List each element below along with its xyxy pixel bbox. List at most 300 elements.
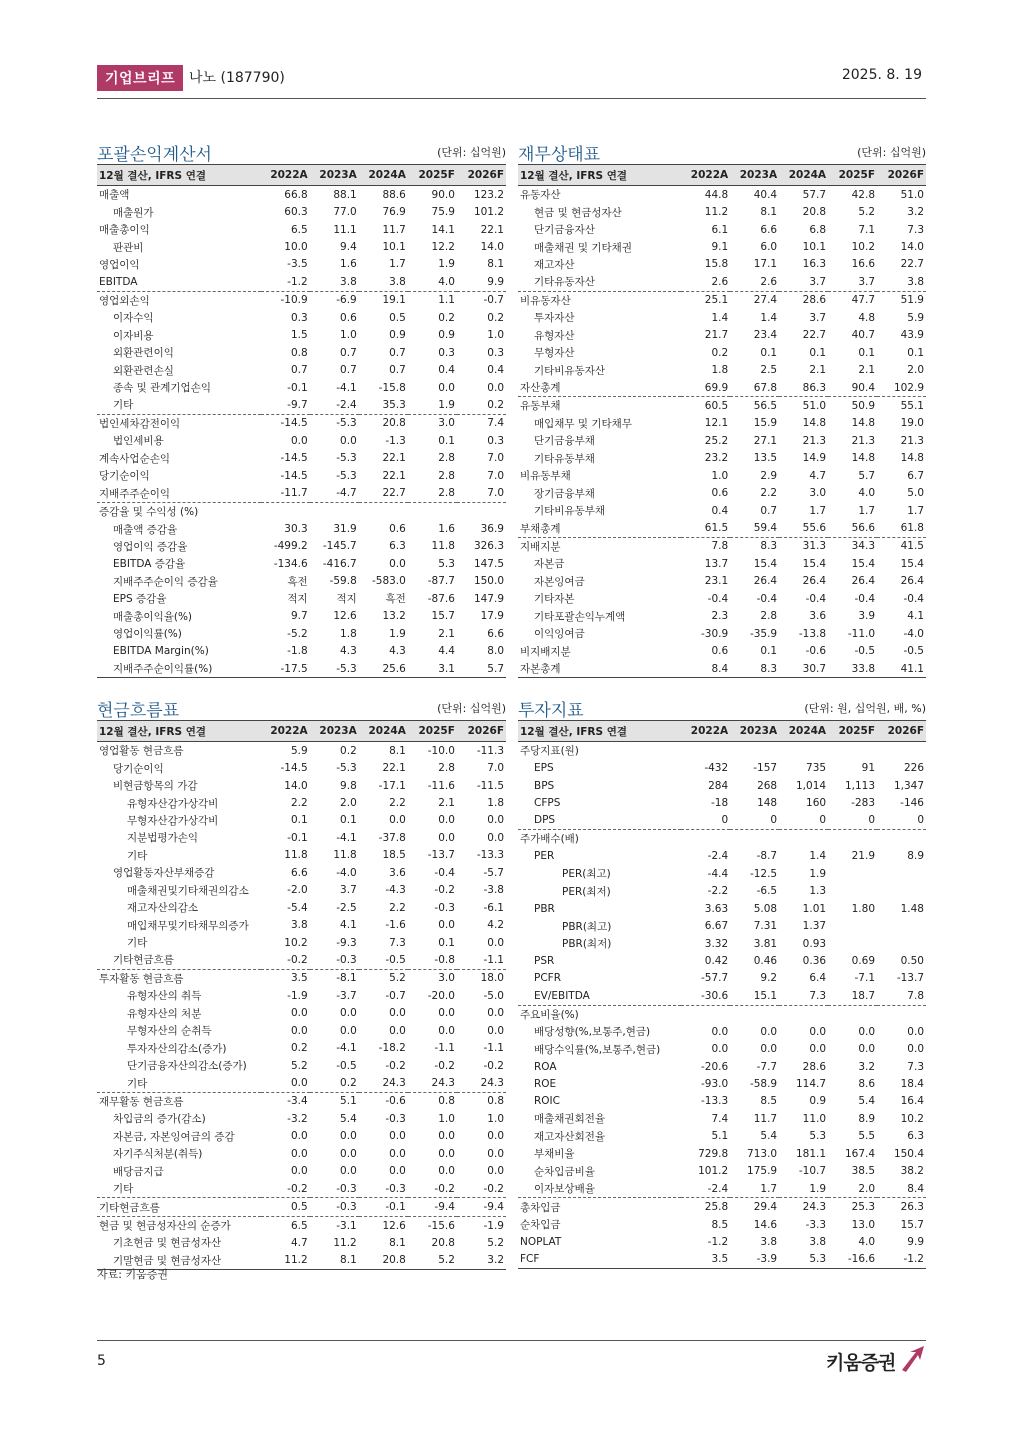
cell-value: 7.0 xyxy=(487,469,504,482)
table-row xyxy=(97,625,506,642)
cell-value: 8.1 xyxy=(389,744,406,757)
cell-value: -1.1 xyxy=(434,1042,455,1055)
cell-value: 3.8 xyxy=(310,273,359,291)
cell-value: 0.6 xyxy=(389,523,406,536)
cell-value: 0.2 xyxy=(340,744,357,757)
row-label: 매입채무 및 기타채무 xyxy=(534,417,632,430)
cell-value: 5.2 xyxy=(858,206,876,219)
cell-value xyxy=(877,830,926,848)
cell-value: 713.0 xyxy=(747,1147,778,1160)
cell-value: 0.3 xyxy=(487,434,504,447)
cell-value: -17.5 xyxy=(261,660,310,678)
row-label: 지배주주순이익률(%) xyxy=(97,660,261,678)
column-header-year: 2022A xyxy=(261,165,310,186)
row-label: 이익잉여금 xyxy=(534,628,585,641)
cell-value: 11.2 xyxy=(261,1252,310,1270)
cell-value: 0 xyxy=(828,812,877,830)
cell-value: 51.0 xyxy=(802,399,827,412)
cell-value: 1,347 xyxy=(893,779,924,792)
cell-value: 147.5 xyxy=(473,557,504,570)
row-label: ROE xyxy=(534,1078,557,1091)
cell-value: 20.8 xyxy=(359,1252,408,1270)
cell-value: 6.7 xyxy=(907,469,924,482)
cell-value: 0.46 xyxy=(753,954,778,967)
cell-value: 0.0 xyxy=(487,831,504,844)
cell-value: 90.0 xyxy=(431,188,455,201)
cell-value: 28.6 xyxy=(802,294,827,307)
cell-value: 0.0 xyxy=(340,1130,357,1143)
row-label: 영업이익 증감율 xyxy=(113,540,188,553)
cell-value: 14.8 xyxy=(802,417,827,430)
cell-value: -13.3 xyxy=(700,1095,729,1108)
cell-value: 2.8 xyxy=(408,484,457,502)
cell-value: 2.5 xyxy=(760,364,778,377)
cell-value: -4.7 xyxy=(310,484,359,502)
cell-value: 0.50 xyxy=(900,954,924,967)
income-statement-unit: (단위: 십억원) xyxy=(437,146,506,159)
table-row xyxy=(518,987,926,1005)
cell-value: -0.1 xyxy=(359,1198,408,1216)
report-type-badge: 기업브리프 xyxy=(97,65,183,91)
cell-value: 5.08 xyxy=(753,902,778,915)
cell-value xyxy=(779,742,828,760)
cell-value: -18 xyxy=(711,797,729,810)
table-row xyxy=(97,590,506,607)
cell-value: 11.7 xyxy=(382,223,406,236)
cell-value: 123.2 xyxy=(473,188,504,201)
table-row xyxy=(518,812,926,830)
cell-value xyxy=(359,502,408,520)
cell-value: 0.0 xyxy=(290,1024,308,1037)
cell-value: 51.9 xyxy=(900,294,924,307)
cell-value: 14.8 xyxy=(851,452,876,465)
table-row xyxy=(518,432,926,449)
table-row xyxy=(518,759,926,776)
cell-value: 15.9 xyxy=(753,417,778,430)
row-label: 재고자산회전율 xyxy=(534,1130,606,1143)
cell-value: -15.6 xyxy=(427,1219,455,1232)
table-row xyxy=(518,1023,926,1040)
cell-value: -20.0 xyxy=(427,989,455,1002)
cell-value: 8.1 xyxy=(487,258,504,271)
cell-value: 0.0 xyxy=(340,1024,357,1037)
cell-value: 1.7 xyxy=(858,504,876,517)
column-header-label: 12월 결산, IFRS 연결 xyxy=(97,721,261,742)
cell-value: 7.3 xyxy=(907,1060,924,1073)
cell-value: -416.7 xyxy=(322,557,357,570)
cell-value: 226 xyxy=(903,762,924,775)
table-row xyxy=(518,519,926,537)
cell-value: 0.69 xyxy=(851,954,876,967)
cell-value: 26.3 xyxy=(900,1201,924,1214)
cell-value: 24.3 xyxy=(802,1201,827,1214)
cell-value: 0.36 xyxy=(802,954,827,967)
cell-value: -9.3 xyxy=(336,936,357,949)
row-label: 매입채무및기타채무의증가 xyxy=(127,919,249,932)
row-label: PER(최저) xyxy=(562,885,611,898)
table-row xyxy=(97,309,506,326)
cell-value: 3.8 xyxy=(809,1235,827,1248)
cell-value: -3.9 xyxy=(730,1251,779,1269)
cell-value: -1.1 xyxy=(457,951,506,969)
cell-value: 10.1 xyxy=(382,241,406,254)
cell-value: 15.8 xyxy=(704,258,729,271)
cell-value: 3.0 xyxy=(809,487,827,500)
cell-value: 5.3 xyxy=(809,1130,827,1143)
cell-value: 88.6 xyxy=(382,188,406,201)
table-row xyxy=(97,642,506,659)
cell-value: 4.8 xyxy=(858,311,876,324)
cell-value: 0.0 xyxy=(389,557,406,570)
cell-value: 9.9 xyxy=(457,273,506,291)
cell-value: 5.9 xyxy=(907,311,924,324)
column-header-year: 2026F xyxy=(877,165,926,186)
cell-value: 0.6 xyxy=(340,311,357,324)
cell-value: -13.7 xyxy=(427,849,455,862)
table-row xyxy=(518,935,926,952)
cell-value: 1.8 xyxy=(340,627,357,640)
cell-value: -0.7 xyxy=(483,294,504,307)
cell-value xyxy=(877,883,926,900)
row-label: 부채총계 xyxy=(518,519,681,537)
table-row xyxy=(97,538,506,555)
cell-value: 9.4 xyxy=(340,241,357,254)
cell-value: 0.0 xyxy=(340,434,357,447)
cell-value: 1.3 xyxy=(809,885,827,898)
row-label: 유형자산 xyxy=(534,329,575,342)
cell-value: 4.0 xyxy=(858,1235,876,1248)
cell-value: -9.4 xyxy=(457,1198,506,1216)
cell-value: 0.4 xyxy=(711,504,729,517)
row-label: 기타비유동부채 xyxy=(534,505,606,518)
cell-value: 0.0 xyxy=(261,1074,310,1092)
table-row xyxy=(97,1057,506,1074)
cell-value: 0.0 xyxy=(438,814,455,827)
cell-value: 1.9 xyxy=(438,258,455,271)
cell-value: 3.0 xyxy=(438,972,455,985)
table-row xyxy=(97,1110,506,1127)
row-label: 법인세비용 xyxy=(113,435,164,448)
cell-value: 60.3 xyxy=(284,206,308,219)
cell-value: 4.3 xyxy=(340,645,357,658)
cell-value: 0.1 xyxy=(340,814,357,827)
row-label: 단기금융부채 xyxy=(534,435,595,448)
cell-value: 20.8 xyxy=(382,417,406,430)
table-row xyxy=(97,916,506,933)
cell-value: -18.2 xyxy=(378,1042,406,1055)
column-header-year: 2025F xyxy=(408,165,457,186)
cell-value: 5.3 xyxy=(438,557,455,570)
cell-value: 24.3 xyxy=(457,1074,506,1092)
table-row xyxy=(518,361,926,378)
cell-value: 1.9 xyxy=(809,867,827,880)
cell-value: 1.8 xyxy=(711,364,729,377)
row-label: ROA xyxy=(534,1060,557,1073)
table-row xyxy=(97,794,506,811)
cell-value: 0.2 xyxy=(290,1042,308,1055)
cell-value: 0.7 xyxy=(389,346,406,359)
table-row xyxy=(97,864,506,881)
cell-value: -1.9 xyxy=(287,989,308,1002)
row-label: 이자수익 xyxy=(113,312,154,325)
table-row xyxy=(97,344,506,361)
cell-value: 12.6 xyxy=(333,610,357,623)
cell-value: 8.5 xyxy=(711,1218,729,1231)
cell-value: 22.7 xyxy=(802,329,827,342)
table-row xyxy=(97,951,506,969)
cell-value: 20.8 xyxy=(431,1236,455,1249)
cell-value: 34.3 xyxy=(851,540,876,553)
table-row xyxy=(97,221,506,238)
cell-value: 102.9 xyxy=(877,379,926,397)
cell-value xyxy=(779,830,828,848)
table-row xyxy=(518,642,926,659)
report-header xyxy=(97,64,926,99)
cell-value: 5.2 xyxy=(290,1059,308,1072)
cell-value: -16.6 xyxy=(828,1251,877,1269)
row-label: 매출채권회전율 xyxy=(534,1113,606,1126)
cell-value: -0.8 xyxy=(408,951,457,969)
cell-value: 150.0 xyxy=(473,575,504,588)
table-row xyxy=(518,777,926,794)
cell-value: -10.7 xyxy=(798,1165,827,1178)
cell-value xyxy=(681,742,730,760)
cell-value: -3.2 xyxy=(287,1112,308,1125)
cell-value: 0.3 xyxy=(290,311,308,324)
cell-value: -432 xyxy=(704,762,729,775)
cell-value: 0.0 xyxy=(290,1130,308,1143)
cell-value: 7.3 xyxy=(779,987,828,1005)
row-label: 비유동자산 xyxy=(520,294,571,307)
cell-value: -7.7 xyxy=(756,1060,778,1073)
row-label: 부채비율 xyxy=(534,1148,575,1161)
cell-value: -14.5 xyxy=(280,469,308,482)
cell-value: -9.4 xyxy=(408,1198,457,1216)
investment-indicators-unit: (단위: 원, 십억원, 배, %) xyxy=(804,702,926,715)
cell-value: 2.1 xyxy=(438,627,455,640)
cell-value: -14.5 xyxy=(280,762,308,775)
cell-value: -283 xyxy=(851,797,876,810)
cell-value: 25.6 xyxy=(359,660,408,678)
table-row xyxy=(518,273,926,291)
cell-value: 5.4 xyxy=(340,1112,357,1125)
cell-value: 41.5 xyxy=(900,540,924,553)
cell-value: -58.9 xyxy=(749,1078,778,1091)
cell-value: 43.9 xyxy=(900,329,924,342)
cell-value: -5.4 xyxy=(287,901,308,914)
row-label: 기타포괄손익누계액 xyxy=(534,610,626,623)
row-label: 이자보상배율 xyxy=(518,1180,681,1198)
investment-indicators-title: 투자지표 xyxy=(518,701,584,721)
table-row xyxy=(97,291,506,309)
row-label: 자산총계 xyxy=(518,379,681,397)
cell-value: -3.8 xyxy=(483,884,504,897)
cell-value: 0.0 xyxy=(389,1147,406,1160)
cell-value: 0.0 xyxy=(290,1165,308,1178)
row-label: 무형자산의 순취득 xyxy=(127,1025,212,1038)
row-label: 순차입금비율 xyxy=(534,1165,595,1178)
cell-value: 0.0 xyxy=(907,1025,924,1038)
cell-value: 167.4 xyxy=(844,1147,876,1160)
cell-value: 0.0 xyxy=(487,1165,504,1178)
cell-value: 27.1 xyxy=(753,434,778,447)
cell-value: 0.0 xyxy=(340,1165,357,1178)
cell-value: 2.8 xyxy=(438,452,455,465)
cell-value: -11.5 xyxy=(476,779,504,792)
cell-value: 1.4 xyxy=(809,850,827,863)
cell-value: -0.2 xyxy=(408,1180,457,1198)
table-row xyxy=(518,450,926,467)
cell-value: 21.9 xyxy=(851,850,876,863)
cell-value: 3.6 xyxy=(809,610,827,623)
cell-value: 0.0 xyxy=(487,1007,504,1020)
row-label: 기타 xyxy=(127,937,148,950)
cell-value: 흑전 xyxy=(287,575,308,588)
cell-value: -87.7 xyxy=(427,575,455,588)
cell-value: -37.8 xyxy=(378,831,406,844)
cash-flow-table xyxy=(97,720,506,1270)
cell-value: 5.5 xyxy=(858,1130,876,1143)
cell-value: -10.0 xyxy=(427,744,455,757)
cell-value: 5.7 xyxy=(858,469,876,482)
row-label: 종속 및 관계기업손익 xyxy=(113,382,211,395)
row-label: 영업활동 현금흐름 xyxy=(99,745,184,758)
table-row xyxy=(97,396,506,414)
cell-value: 15.4 xyxy=(851,557,876,570)
cell-value: -3.7 xyxy=(336,989,357,1002)
table-row xyxy=(97,660,506,678)
cell-value: 14.6 xyxy=(753,1218,778,1231)
cell-value: -59.8 xyxy=(329,575,357,588)
company-name: 나노 (187790) xyxy=(189,70,285,86)
cell-value: 0.8 xyxy=(290,346,308,359)
column-header-year: 2023A xyxy=(730,165,779,186)
row-label: PBR xyxy=(534,902,555,915)
cell-value: 75.9 xyxy=(431,206,455,219)
cell-value: -0.3 xyxy=(385,1112,406,1125)
cell-value: 0.4 xyxy=(487,364,504,377)
cell-value: 55.6 xyxy=(779,519,828,537)
cell-value: -4.3 xyxy=(385,884,406,897)
cell-value: 0 xyxy=(877,812,926,830)
table-row xyxy=(97,273,506,291)
cell-value xyxy=(261,502,310,520)
cell-value: 4.1 xyxy=(907,610,924,623)
row-label: 기타 xyxy=(97,1074,261,1092)
cell-value: 2.9 xyxy=(760,469,778,482)
cell-value: -146 xyxy=(900,797,924,810)
cell-value: -2.5 xyxy=(336,901,357,914)
cell-value: 735 xyxy=(806,762,827,775)
cell-value: -1.8 xyxy=(287,645,308,658)
cell-value: 3.8 xyxy=(877,273,926,291)
cell-value: 12.1 xyxy=(704,417,729,430)
row-label: 계속사업순손익 xyxy=(99,452,171,465)
cell-value: 148 xyxy=(757,797,778,810)
cell-value: 16.4 xyxy=(900,1095,924,1108)
cell-value: -93.0 xyxy=(700,1078,729,1091)
cell-value: 4.3 xyxy=(389,645,406,658)
cell-value: 3.63 xyxy=(704,902,729,915)
table-row xyxy=(97,969,506,987)
cell-value: 0.0 xyxy=(858,1025,876,1038)
cell-value: 0 xyxy=(681,812,730,830)
row-label: 영업외손익 xyxy=(99,294,150,307)
table-row xyxy=(518,970,926,987)
table-row xyxy=(97,1005,506,1022)
row-label: 지배주주순이익 xyxy=(97,484,261,502)
cell-value: -11.6 xyxy=(427,779,455,792)
cell-value: 23.1 xyxy=(704,575,729,588)
cell-value: 150.4 xyxy=(893,1147,924,1160)
column-header-year: 2025F xyxy=(828,721,877,742)
cell-value: -1.3 xyxy=(385,434,406,447)
cell-value: 9.1 xyxy=(711,241,729,254)
cell-value: 22.1 xyxy=(382,762,406,775)
income-statement-table xyxy=(97,164,506,678)
row-label: 영업이익률(%) xyxy=(113,628,182,641)
row-label: PCFR xyxy=(534,972,561,985)
cell-value: 0.0 xyxy=(290,1007,308,1020)
cell-value: 0 xyxy=(730,812,779,830)
cell-value: 2.6 xyxy=(730,273,779,291)
cell-value: -0.2 xyxy=(457,1180,506,1198)
cell-value: 25.1 xyxy=(704,294,729,307)
cell-value: 0.0 xyxy=(438,1024,455,1037)
cell-value: 77.0 xyxy=(333,206,357,219)
cell-value: -157 xyxy=(753,762,778,775)
cell-value: 5.4 xyxy=(858,1095,876,1108)
cell-value: 11.2 xyxy=(333,1236,357,1249)
cell-value xyxy=(877,935,926,952)
cell-value: -5.3 xyxy=(336,417,357,430)
cell-value: 0.7 xyxy=(340,364,357,377)
cell-value: 13.0 xyxy=(851,1218,876,1231)
cell-value: -12.5 xyxy=(749,867,778,880)
cell-value: 1.7 xyxy=(389,258,406,271)
cell-value: 2.1 xyxy=(809,364,827,377)
cell-value: 6.1 xyxy=(711,223,729,236)
cell-value xyxy=(457,502,506,520)
cell-value: 44.8 xyxy=(704,188,729,201)
cell-value: 0 xyxy=(779,812,828,830)
cell-value: 7.4 xyxy=(711,1112,729,1125)
cell-value: 9.7 xyxy=(290,610,308,623)
row-label: 증감율 및 수익성 (%) xyxy=(99,506,199,519)
cell-value: -0.1 xyxy=(287,381,308,394)
cell-value: 3.81 xyxy=(753,937,778,950)
cell-value: 3.7 xyxy=(809,311,827,324)
cell-value: 0.2 xyxy=(310,1074,359,1092)
table-row xyxy=(97,450,506,467)
cell-value: 10.0 xyxy=(284,241,308,254)
table-row xyxy=(97,484,506,502)
table-row xyxy=(518,1093,926,1110)
row-label: 기타 xyxy=(97,1180,261,1198)
table-row xyxy=(97,327,506,344)
cell-value: 0.0 xyxy=(290,434,308,447)
row-label: 투자활동 현금흐름 xyxy=(99,972,184,985)
cell-value: 8.6 xyxy=(858,1078,876,1091)
cell-value: 12.2 xyxy=(431,241,455,254)
cell-value: 0.0 xyxy=(438,1165,455,1178)
column-header-year: 2022A xyxy=(261,721,310,742)
cell-value: 0.9 xyxy=(438,329,455,342)
cash-flow-section xyxy=(97,696,506,1270)
cell-value: 1.0 xyxy=(711,469,729,482)
cell-value: -0.3 xyxy=(434,901,455,914)
cell-value: -11.7 xyxy=(261,484,310,502)
